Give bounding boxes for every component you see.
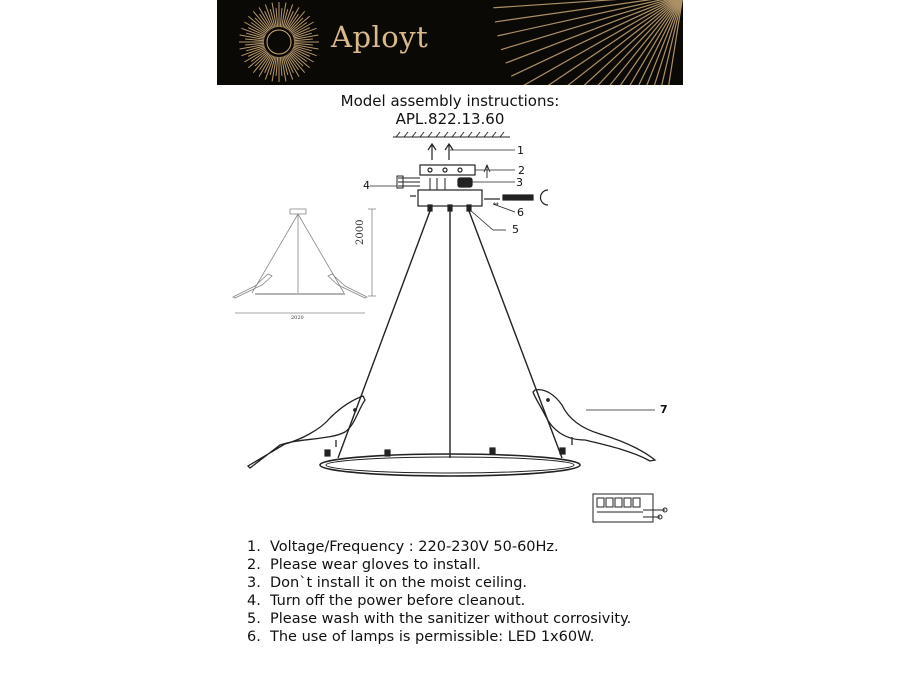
document-title: Model assembly instructions: (340, 92, 560, 110)
callout-6: 6 (517, 206, 524, 219)
brand-logo: Aployt (331, 20, 429, 54)
wire-terminals (370, 176, 420, 188)
terminal-block (593, 494, 667, 522)
width-dimension: 2020 (291, 315, 304, 321)
fixing-nut (458, 178, 515, 187)
bird-lamp-right (533, 390, 655, 461)
callout-7: 7 (660, 403, 668, 416)
callout-4: 4 (363, 179, 370, 192)
instruction-item: 4. Turn off the power before cleanout. (247, 593, 526, 609)
instruction-item: 3. Don`t install it on the moist ceiling. (247, 575, 528, 591)
side-screw (484, 190, 548, 212)
instruction-item: 1. Voltage/Frequency : 220-230V 50-60Hz. (247, 539, 559, 555)
wall-anchors (428, 144, 515, 160)
svg-text:⇔: ⇔ (493, 200, 499, 208)
instruction-item: 5. Please wash with the sanitizer without corrosivity. (247, 611, 632, 627)
callout-2: 2 (518, 164, 525, 177)
instruction-item: 2. Please wear gloves to install. (247, 557, 481, 573)
callout-5: 5 (512, 223, 519, 236)
height-dimension: 2000 (355, 219, 366, 245)
model-number: APL.822.13.60 (395, 110, 505, 128)
instruction-item: 6. The use of lamps is permissible: LED 1x60W. (247, 629, 595, 645)
ceiling-hatch (393, 132, 510, 137)
instructions-list (247, 538, 631, 646)
canopy (418, 190, 482, 206)
callout-1: 1 (517, 144, 524, 157)
callout-3: 3 (516, 176, 523, 189)
